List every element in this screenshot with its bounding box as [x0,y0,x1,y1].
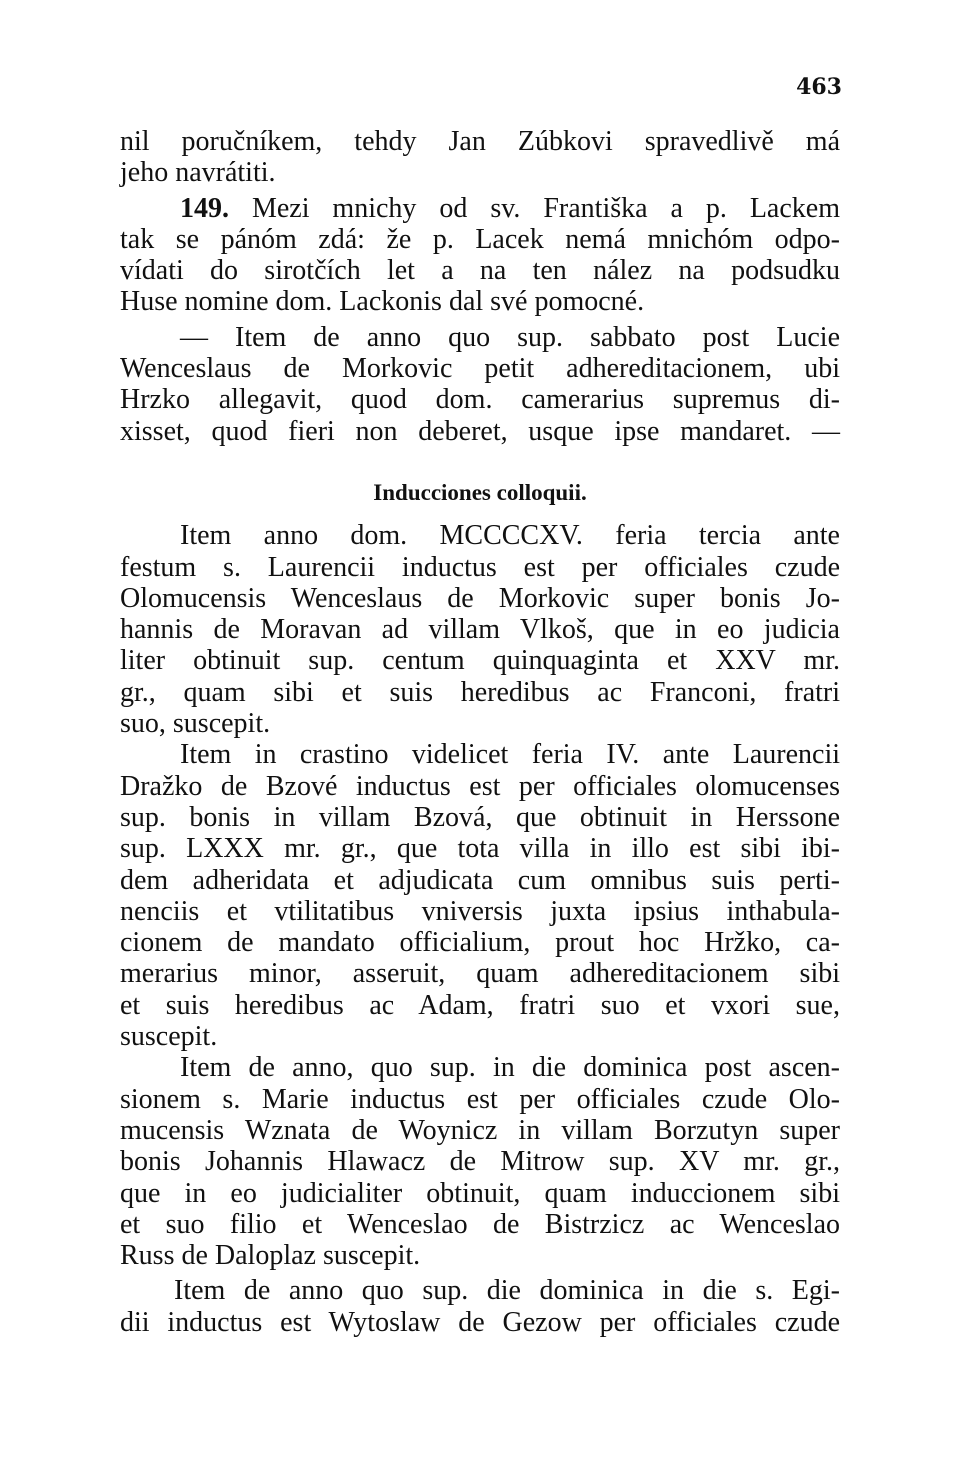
paragraph-number: 149. [180,192,229,224]
text-line: jeho navrátiti. [120,157,276,189]
paragraph [120,322,840,447]
text-line: tak se pánóm zdá: že p. Lacek nemá mnichóm odpo- [120,223,840,255]
paragraph [120,739,840,1052]
text-line: Item in crastino videlicet feria IV. ante Laurencii [180,739,840,771]
paragraph [120,1052,840,1271]
text-line: gr., quam sibi et suis heredibus ac Franconi, fratri [120,676,840,708]
text-line: Russ de Daloplaz suscepit. [120,1240,421,1272]
text-line: nil poručníkem, tehdy Jan Zúbkovi spravedlivě má [120,126,840,157]
text-line: sup. LXXX mr. gr., que tota villa in illo est sibi ibi- [120,833,840,865]
page-number: 463 [796,74,842,100]
text-line: merarius minor, asseruit, quam adhereditacionem sibi [120,958,840,990]
paragraph [120,126,840,189]
text-line: nenciis et vtilitatibus vniversis juxta ipsius inthabula- [120,895,840,927]
text-line: suo, suscepit. [120,708,271,740]
text-line: vídati do sirotčích let a na ten nález na podsudku [120,255,840,287]
text-line: dem adheridata et adjudicata cum omnibus suis perti- [120,864,840,896]
text-line: Item anno dom. MCCCCXV. feria tercia ante [180,520,840,552]
text-line: Dražko de Bzové inductus est per officiales olomucenses [120,770,840,802]
text-line [120,193,840,224]
body-text [120,126,840,1338]
text-line: — Item de anno quo sup. sabbato post Lucie [180,321,840,353]
text-line: festum s. Laurencii inductus est per officiales czude [120,551,840,583]
text-line: Wenceslaus de Morkovic petit adhereditacionem, ubi [120,353,840,385]
text-line: hannis de Moravan ad villam Vlkoš, que in eo judicia [120,614,840,646]
text-line: suscepit. [120,1021,218,1053]
text-line: mucensis Wznata de Woynicz in villam Borzutyn super [120,1114,840,1146]
text-line: Olomucensis Wenceslaus de Morkovic super bonis Jo- [120,582,840,614]
paragraph [120,520,840,739]
text-line: dii inductus est Wytoslaw de Gezow per officiales czude [120,1306,840,1338]
text-line: et suo filio et Wenceslao de Bistrzicz ac Wenceslao [120,1208,840,1240]
text-line: liter obtinuit sup. centum quinquaginta et XXV mr. [120,645,840,677]
text-line: xisset, quod fieri non deberet, usque ipse mandaret. — [120,415,840,447]
text-line-rest: Mezi mnichy od sv. Františka a p. Lackem [229,192,840,224]
paragraph [120,1275,840,1338]
text-line: et suis heredibus ac Adam, fratri suo et vxori sue, [120,989,840,1021]
text-line: Item de anno, quo sup. in die dominica post ascen- [180,1052,840,1084]
text-line: sup. bonis in villam Bzová, que obtinuit in Herssone [120,801,840,833]
section-heading: Inducciones colloquii. [373,479,587,505]
text-line: Hrzko allegavit, quod dom. camerarius supremus di- [120,384,840,416]
text-line: Item de anno quo sup. die dominica in die s. Egi- [174,1275,840,1307]
paragraph-149 [120,193,840,318]
text-line: Huse nomine dom. Lackonis dal své pomocné. [120,286,645,318]
text-line: que in eo judicialiter obtinuit, quam induccionem sibi [120,1177,840,1209]
text-line: sionem s. Marie inductus est per officiales czude Olo- [120,1083,840,1115]
text-line: bonis Johannis Hlawacz de Mitrow sup. XV mr. gr., [120,1146,840,1178]
text-line: cionem de mandato officialium, prout hoc Hržko, ca- [120,927,840,959]
